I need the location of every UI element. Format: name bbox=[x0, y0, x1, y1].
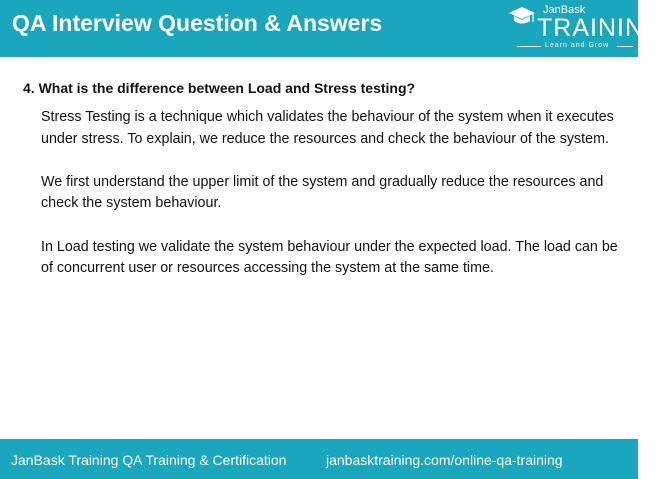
answer-body bbox=[41, 107, 631, 301]
answer-paragraph: In Load testing we validate the system behaviour under the expected load. The load can be of concurrent user or resources accessing the system at the same time. bbox=[41, 238, 618, 277]
graduation-cap-icon bbox=[508, 5, 536, 27]
header-bar bbox=[0, 0, 664, 57]
logo-brand-text: JanBask bbox=[543, 4, 586, 16]
logo-tagline: Learn and Grow bbox=[545, 42, 610, 49]
logo-wordmark: TRAINING bbox=[537, 14, 664, 42]
janbask-training-logo bbox=[505, 1, 664, 53]
logo-divider-left bbox=[517, 46, 541, 47]
page-title: QA Interview Question & Answers bbox=[12, 10, 383, 36]
question-heading: 4. What is the difference between Load and Stress testing? bbox=[23, 80, 416, 96]
footer-bar bbox=[0, 439, 638, 479]
footer-url: janbasktraining.com/online-qa-training bbox=[326, 452, 563, 468]
footer-course-text: JanBask Training QA Training & Certification bbox=[11, 452, 287, 468]
logo-divider-right bbox=[617, 46, 633, 47]
answer-paragraph: We first understand the upper limit of the system and gradually reduce the resources and check the system behaviour. bbox=[41, 173, 604, 212]
answer-paragraph: Stress Testing is a technique which validates the behaviour of the system when it executes under stress. To explain, we reduce the resources and check the behaviour of the system. bbox=[41, 109, 614, 147]
